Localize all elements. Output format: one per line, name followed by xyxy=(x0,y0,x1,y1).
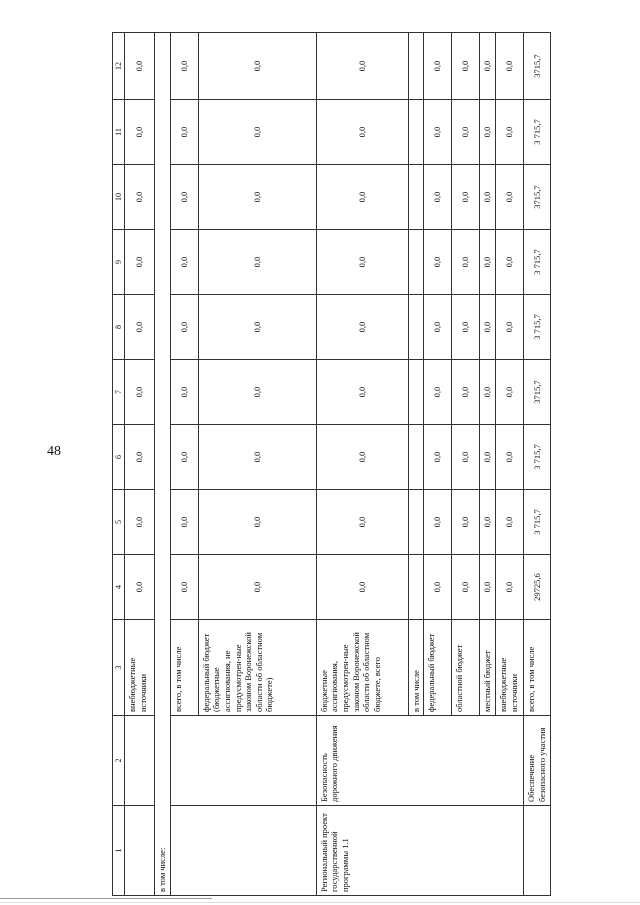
source-cell: внебюджетные источники xyxy=(125,620,155,716)
value-cell: 0,0 xyxy=(198,490,316,555)
value-cell: 0,0 xyxy=(452,490,480,555)
value-cell: 0,0 xyxy=(480,555,496,620)
value-cell: 0,0 xyxy=(170,295,198,360)
value-cell xyxy=(408,230,424,295)
value-cell: 3 715,7 xyxy=(523,490,550,555)
event-cell xyxy=(170,716,316,806)
value-cell xyxy=(408,425,424,490)
table-row xyxy=(523,33,550,896)
value-cell: 0,0 xyxy=(125,555,155,620)
value-cell: 0,0 xyxy=(198,425,316,490)
value-cell: 0,0 xyxy=(170,100,198,165)
program-cell xyxy=(170,806,316,896)
event-cell xyxy=(125,716,155,806)
value-cell: 0,0 xyxy=(480,165,496,230)
value-cell: 29725,6 xyxy=(523,555,550,620)
value-cell: 0,0 xyxy=(480,490,496,555)
value-cell: 0,0 xyxy=(452,33,480,100)
value-cell: 3715,7 xyxy=(523,33,550,100)
page-number: 48 xyxy=(47,444,61,459)
value-cell: 0,0 xyxy=(125,165,155,230)
value-cell: 0,0 xyxy=(495,165,523,230)
header-cell: 2 xyxy=(113,716,125,806)
source-cell: в том числе xyxy=(408,620,424,716)
value-cell: 0,0 xyxy=(125,490,155,555)
value-cell: 0,0 xyxy=(452,165,480,230)
project-title-cell: Региональный проект государственной программы 1.1 xyxy=(316,806,523,896)
value-cell: 0,0 xyxy=(170,360,198,425)
table-row xyxy=(170,33,198,896)
value-cell: 0,0 xyxy=(170,555,198,620)
value-cell: 0,0 xyxy=(125,33,155,100)
table-row xyxy=(316,33,408,896)
value-cell: 0,0 xyxy=(495,360,523,425)
value-cell: 0,0 xyxy=(125,100,155,165)
event-title-cell: Обеспечение безопасного участия xyxy=(523,716,550,806)
value-cell: 0,0 xyxy=(316,490,408,555)
value-cell: 3 715,7 xyxy=(523,295,550,360)
scan-artifact-line xyxy=(0,898,212,899)
value-cell xyxy=(408,295,424,360)
table-row xyxy=(125,33,155,896)
value-cell xyxy=(408,490,424,555)
value-cell: 0,0 xyxy=(452,555,480,620)
value-cell: 0,0 xyxy=(424,360,452,425)
value-cell: 3 715,7 xyxy=(523,100,550,165)
value-cell: 0,0 xyxy=(495,425,523,490)
value-cell: 0,0 xyxy=(424,230,452,295)
value-cell: 0,0 xyxy=(170,490,198,555)
program-cell xyxy=(125,806,155,896)
value-cell: 0,0 xyxy=(424,165,452,230)
value-cell xyxy=(408,165,424,230)
header-cell: 10 xyxy=(113,165,125,230)
value-cell: 0,0 xyxy=(452,360,480,425)
value-cell: 0,0 xyxy=(170,33,198,100)
value-cell: 0,0 xyxy=(316,555,408,620)
value-cell: 0,0 xyxy=(452,295,480,360)
header-cell: 4 xyxy=(113,555,125,620)
value-cell: 0,0 xyxy=(424,33,452,100)
value-cell: 0,0 xyxy=(495,33,523,100)
value-cell: 0,0 xyxy=(125,425,155,490)
value-cell: 0,0 xyxy=(424,100,452,165)
header-cell: 11 xyxy=(113,100,125,165)
value-cell: 0,0 xyxy=(480,425,496,490)
value-cell: 0,0 xyxy=(316,425,408,490)
value-cell: 0,0 xyxy=(495,100,523,165)
value-cell: 0,0 xyxy=(170,230,198,295)
value-cell xyxy=(408,33,424,100)
value-cell: 0,0 xyxy=(495,230,523,295)
header-cell: 8 xyxy=(113,295,125,360)
header-row xyxy=(113,33,125,896)
value-cell: 0,0 xyxy=(480,100,496,165)
value-cell: 3715,7 xyxy=(523,360,550,425)
header-cell: 1 xyxy=(113,806,125,896)
value-cell xyxy=(408,555,424,620)
value-cell: 0,0 xyxy=(170,165,198,230)
value-cell: 0,0 xyxy=(480,33,496,100)
value-cell: 3 715,7 xyxy=(523,425,550,490)
value-cell: 0,0 xyxy=(452,230,480,295)
value-cell: 0,0 xyxy=(424,295,452,360)
value-cell: 0,0 xyxy=(480,295,496,360)
value-cell: 3715,7 xyxy=(523,165,550,230)
value-cell: 0,0 xyxy=(316,295,408,360)
value-cell: 0,0 xyxy=(125,230,155,295)
value-cell: 3 715,7 xyxy=(523,230,550,295)
value-cell: 0,0 xyxy=(198,230,316,295)
value-cell: 0,0 xyxy=(316,360,408,425)
source-cell: федеральный бюджет (бюджетные ассигнования, не предусмотрен-ные законом Воронежской области об областном бюджете) xyxy=(198,620,316,716)
value-cell: 0,0 xyxy=(424,425,452,490)
value-cell: 0,0 xyxy=(424,490,452,555)
value-cell: 0,0 xyxy=(452,100,480,165)
value-cell: 0,0 xyxy=(198,360,316,425)
source-cell: областной бюджет xyxy=(452,620,480,716)
value-cell xyxy=(408,100,424,165)
value-cell: 0,0 xyxy=(198,33,316,100)
value-cell: 0,0 xyxy=(480,230,496,295)
header-cell: 9 xyxy=(113,230,125,295)
source-cell: федеральный бюджет xyxy=(424,620,452,716)
project-name-cell: Безопасность дорожного движения xyxy=(316,716,523,806)
source-cell: внебюджетные источники xyxy=(495,620,523,716)
rotated-table-container xyxy=(112,33,547,896)
value-cell: 0,0 xyxy=(316,100,408,165)
value-cell xyxy=(408,360,424,425)
scan-artifact-line xyxy=(0,902,640,903)
header-cell: 5 xyxy=(113,490,125,555)
source-cell: бюджетные ассигнования, предусмотрен-ные законом Воронежской области об областном бюджете, всего xyxy=(316,620,408,716)
table-row xyxy=(155,33,171,896)
value-cell: 0,0 xyxy=(198,165,316,230)
value-cell: 0,0 xyxy=(125,360,155,425)
header-cell: 6 xyxy=(113,425,125,490)
value-cell: 0,0 xyxy=(198,295,316,360)
value-cell: 0,0 xyxy=(495,295,523,360)
value-cell: 0,0 xyxy=(495,555,523,620)
program-cell xyxy=(523,806,550,896)
value-cell: 0,0 xyxy=(452,425,480,490)
value-cell: 0,0 xyxy=(198,555,316,620)
source-cell: всего, в том числе xyxy=(523,620,550,716)
header-cell: 12 xyxy=(113,33,125,100)
value-cell: 0,0 xyxy=(480,360,496,425)
budget-table xyxy=(112,32,551,896)
section-label: в том числе: xyxy=(155,33,171,896)
value-cell: 0,0 xyxy=(170,425,198,490)
value-cell: 0,0 xyxy=(316,33,408,100)
value-cell: 0,0 xyxy=(495,490,523,555)
source-cell: местный бюджет xyxy=(480,620,496,716)
value-cell: 0,0 xyxy=(198,100,316,165)
header-cell: 3 xyxy=(113,620,125,716)
value-cell: 0,0 xyxy=(125,295,155,360)
value-cell: 0,0 xyxy=(316,230,408,295)
value-cell: 0,0 xyxy=(424,555,452,620)
value-cell: 0,0 xyxy=(316,165,408,230)
source-cell: всего, в том числе xyxy=(170,620,198,716)
header-cell: 7 xyxy=(113,360,125,425)
